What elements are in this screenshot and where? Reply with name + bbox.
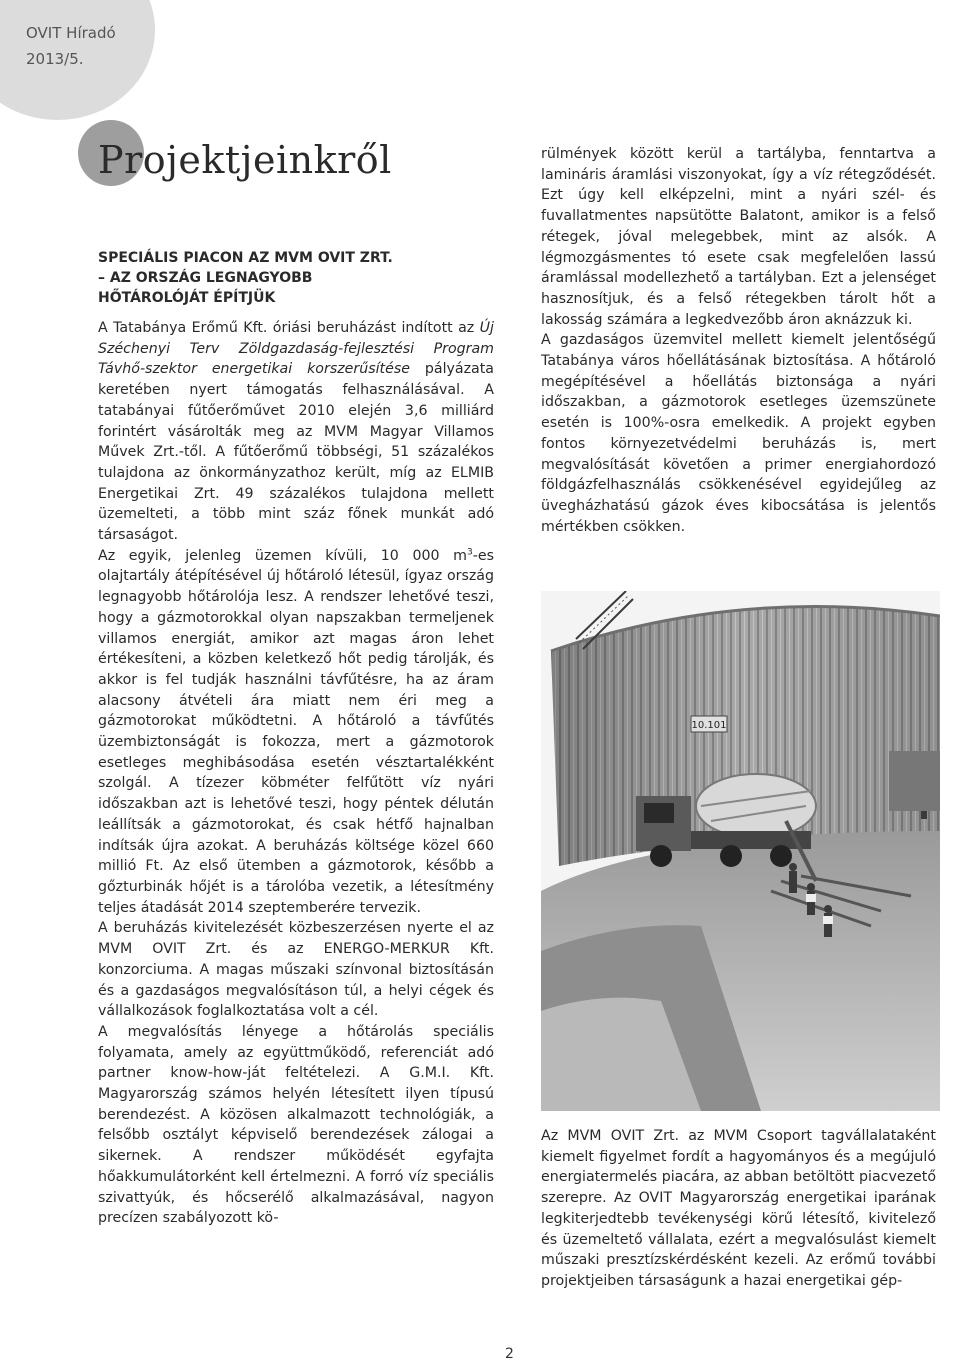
article-headline xyxy=(98,248,438,308)
paragraph-6: A gazdaságos üzemvitel mellett kiemelt jelentőségű Tatabánya város hőellátásának biztosítása. A hőtároló megépítésével a hőellátás biztonsága a nyári időszakban, a gázmotorok esetleges üzemszünete esetén is 100%-osra emelkedik. A projekt egyben fontos környezetvédelmi beruházás is, mert megvalósítását követően a primer energiahordozó földgázfelhasználás csökkenésével egyidejűleg az üvegházhatású gázok éves kibocsátása is jelentős mértékben csökken. xyxy=(541,332,936,535)
section-title: Projektjeinkről xyxy=(98,138,392,182)
tank-number-label: 10.101 xyxy=(691,720,727,731)
right-column-top xyxy=(541,144,936,537)
paragraph-5: rülmények között kerül a tartályba, fenntartva a lamináris áramlási viszonyokat, így a víz rétegződését. Ezt úgy kell elképzelni, mint a nyári szél- és fuvallatmentes napsütötte Balatont, amikor is a felső rétegek, jóval melegebbek, mint az alsók. A légmozgásmentes tó esete csak megfelelően lassú áramlással modellezhető a tartályban. Ezt a jelenséget hasznosítjuk, és a felső rétegekben tárolt hőt a lakosság számára a legkedvezőbb áron aknázzuk ki. xyxy=(541,146,936,328)
page-number: 2 xyxy=(505,1346,514,1362)
publication-name: OVIT Híradó xyxy=(26,24,116,42)
headline-line-3: HŐTÁROLÓJÁT ÉPÍTJÜK xyxy=(98,290,276,306)
left-column xyxy=(98,318,494,1229)
paragraph-2: Az egyik, jelenleg üzemen kívüli, 10 000 $m^3-es$ olajtartály átépítésével új hőtároló létesül, ígyaz ország legnagyobb hőtárolója lesz. A rendszer lehetővé teszi, hogy a gázmotorokkal olyan napszakban termeljenek villamos energiát, amikor azt magas áron lehet értékesíteni, a közben keletkező hőt pedig tárolják, és akkor is fel tudják használni távfűtésre, ha az áram alacsony átvételi ára miatt nem éri meg a gázmotorokat működtetni. A hőtároló a távfűtés üzembiztonságát is fokozza, mert a gázmotorok esetleges meghibásodása esetén vésztartalékként szolgál. A tízezer köbméter felfűtött víz nyári időszakban azt is lehetővé teszi, hogy péntek délután leállítsák a gázmotorokat, és csak hétfő hajnalban indítsák újra azokat. A beruházás költsége közel 660 millió Ft. Az első ütemben a gázmotorok, később a gőzturbinák hőjét is a tárolóba vezetik, a létesítmény teljes átadását 2014 szeptemberére tervezik. xyxy=(98,547,494,916)
right-column-bottom xyxy=(541,1126,936,1292)
paragraph-7: Az MVM OVIT Zrt. az MVM Csoport tagvállalataként kiemelt figyelmet fordít a hagyományos és a megújuló energiatermelés piacára, az abban betöltött piacvezető szerepre. Az OVIT Magyarország energetikai iparának legkiterjedtebb tevékenységi körű létesítő, kivitelező és üzemeltető vállalata, ezért a megvalósulást kiemelt műszaki presztízskérdésként kezeli. Az erőmű további projektjeiben társaságunk a hazai energetikai gép- xyxy=(541,1128,936,1289)
paragraph-3: A beruházás kivitelezését közbeszerzésen nyerte el az MVM OVIT Zrt. és az ENERGO-MERKUR Kft. konzorciuma. A magas műszaki színvonal biztosításán és a gazdaságos megvalósításon túl, a helyi cégek és vállalkozások foglalkoztatása volt a cél. xyxy=(98,920,494,1020)
construction-photo xyxy=(541,591,940,1111)
paragraph-4: A megvalósítás lényege a hőtárolás speciális folyamata, amely az együttműködő, referenciát adó partner know-how-ját feltételezi. A G.M.I. Kft. Magyarország számos helyén létesített ilyen típusú berendezést. A közösen alkalmazott technológiák, a felsőbb osztályt képviselő berendezések zálogai a sikernek. A rendszer működését egyfajta hőakkumulátorként kell értelmezni. A forró víz speciális szivattyúk, és hőcserélő alkalmazásával, nagyon precízen szabályozott kö- xyxy=(98,1023,494,1227)
headline-line-1: SPECIÁLIS PIACON AZ MVM OVIT ZRT. xyxy=(98,250,393,266)
paragraph-1: A Tatabánya Erőmű Kft. óriási beruházást indított az Új Széchenyi Terv Zöldgazdaság-fejlesztési Program Távhő-szektor energetikai korszerűsítése pályázata keretében nyert támogatás felhasználásával. A tatabányai fűtőerőművet 2010 elején 3,6 milliárd forintért vásárolták meg az MVM Magyar Villamos Művek Zrt.-től. A fűtőerőmű többségi, 51 százalékos tulajdona az önkormányzathoz került, míg az ELMIB Energetikai Zrt. 49 százalékos tulajdona mellett üzemelteti, a több mint száz főnek munkát adó társaságot. xyxy=(98,320,494,544)
headline-line-2: – AZ ORSZÁG LEGNAGYOBB xyxy=(98,270,313,286)
issue-number: 2013/5. xyxy=(26,50,84,68)
